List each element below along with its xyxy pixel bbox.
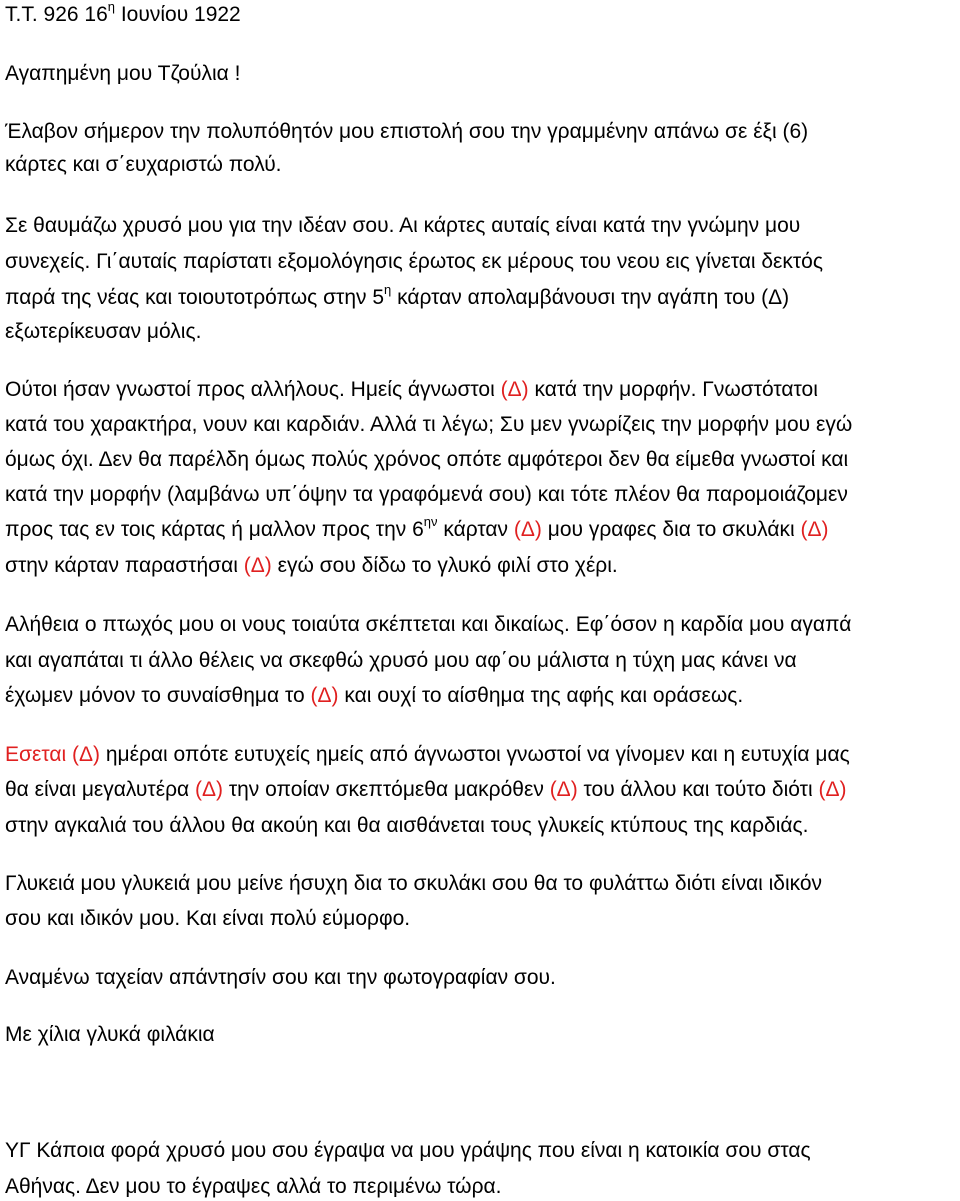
header-text: Τ.Τ. 926 16 — [5, 3, 108, 26]
delta-marker: (Δ) — [194, 778, 223, 801]
delta-marker: (Δ) — [800, 518, 829, 541]
delta-marker: (Δ) — [243, 554, 272, 577]
paragraph-3-line-1: Ούτοι ήσαν γνωστοί προς αλλήλους. Ημείς άγνωστοι (Δ) κατά την μορφήν. Γνωστότατοι — [5, 378, 818, 401]
paragraph-3-line-4: κατά την μορφήν (λαμβάνω υπ΄όψην τα γραφόμενά σου) και τότε πλέον θα παρομοιάζομεν — [5, 483, 848, 506]
paragraph-2-line-1: Σε θαυμάζω χρυσό μου για την ιδέαν σου. Αι κάρτες αυταίς είναι κατά την γνώμην μου — [5, 214, 801, 237]
paragraph-5-line-1: Εσεται (Δ) ημέραι οπότε ευτυχείς ημείς από άγνωστοι γνωστοί να γίνομεν και η ευτυχία μας — [5, 743, 850, 766]
paragraph-3-line-5: προς τας εν τοις κάρτας ή μαλλον προς την $6^{\eta\nu}$ κάρταν (Δ) μου γραφες δια το σκυλάκι (Δ) — [5, 514, 829, 541]
paragraph-5-line-2: θα είναι μεγαλυτέρα (Δ) την οποίαν σκεπτόμεθα μακρόθεν (Δ) του άλλου και τούτο διότι (Δ) — [5, 778, 847, 801]
paragraph-6-line-2: σου και ιδικόν μου. Και είναι πολύ εύμορφο. — [5, 907, 411, 930]
delta-marker: (Δ) — [549, 778, 578, 801]
paragraph-2-line-2: συνεχείς. Γι΄αυταίς παρίστατι εξομολόγησις έρωτος εκ μέρους του νεου εις γίνεται δεκτός — [5, 250, 823, 273]
paragraph-2-line-4: εξωτερίκευσαν μόλις. — [5, 320, 202, 343]
header-date: Ιουνίου 1922 — [115, 3, 241, 26]
paragraph-3-line-6: στην κάρταν παραστήσαι (Δ) εγώ σου δίδω το γλυκό φιλί στο χέρι. — [5, 554, 618, 577]
postscript-line-2: Αθήνας. Δεν μου το έγραψες αλλά το περιμένω τώρα. — [5, 1175, 502, 1198]
delta-marker: (Δ) — [500, 378, 529, 401]
delta-marker: (Δ) — [310, 684, 339, 707]
paragraph-2-line-3: παρά της νέας και τοιουτοτρόπως στην $5^\eta$ κάρταν απολαμβάνουσι την αγάπη του (Δ) — [5, 282, 790, 309]
paragraph-6-line-1: Γλυκειά μου γλυκειά μου μείνε ήσυχη δια το σκυλάκι σου θα το φυλάττω διότι είναι ιδικόν — [5, 872, 823, 895]
paragraph-3-line-2: κατά του χαρακτήρα, νουν και καρδιάν. Αλλά τι λέγω; Συ μεν γνωρίζεις την μορφήν μου εγώ — [5, 413, 853, 436]
letter-header — [5, 2, 241, 28]
paragraph-1-line-1: Έλαβον σήμερον την πολυπόθητόν μου επιστολή σου την γραμμένην απάνω σε έξι (6) — [5, 120, 809, 143]
paragraph-1-line-2: κάρτες και σ΄ευχαριστώ πολύ. — [5, 153, 282, 176]
paragraph-7: Αναμένω ταχείαν απάντησίν σου και την φωτογραφίαν σου. — [5, 966, 556, 989]
delta-marker: (Δ) — [818, 778, 847, 801]
paragraph-5-line-3: στην αγκαλιά του άλλου θα ακούη και θα αισθάνεται τους γλυκείς κτύπους της καρδιάς. — [5, 814, 809, 837]
paragraph-4-line-2: και αγαπάται τι άλλο θέλεις να σκεφθώ χρυσό μου αφ΄ου μάλιστα η τύχη μας κάνει να — [5, 649, 797, 672]
paragraph-3-line-3: όμως όχι. Δεν θα παρέλδη όμως πολύς χρόνος οπότε αμφότεροι δεν θα είμεθα γνωστοί και — [5, 448, 849, 471]
postscript-line-1: ΥΓ Κάποια φορά χρυσό μου σου έγραψα να μου γράψης που είναι η κατοικία σου στας — [5, 1139, 811, 1162]
paragraph-4-line-1: Αλήθεια ο πτωχός μου οι νους τοιαύτα σκέπτεται και δικαίως. Εφ΄όσον η καρδία μου αγαπά — [5, 613, 852, 636]
closing: Με χίλια γλυκά φιλάκια — [5, 1023, 215, 1046]
delta-marker: Εσεται (Δ) — [5, 743, 100, 766]
paragraph-4-line-3: έχωμεν μόνον το συναίσθημα το (Δ) και ουχί το αίσθημα της αφής και οράσεως. — [5, 684, 744, 707]
header-superscript: η — [107, 0, 116, 14]
salutation: Αγαπημένη μου Τζούλια ! — [5, 62, 241, 85]
delta-marker: (Δ) — [513, 518, 542, 541]
